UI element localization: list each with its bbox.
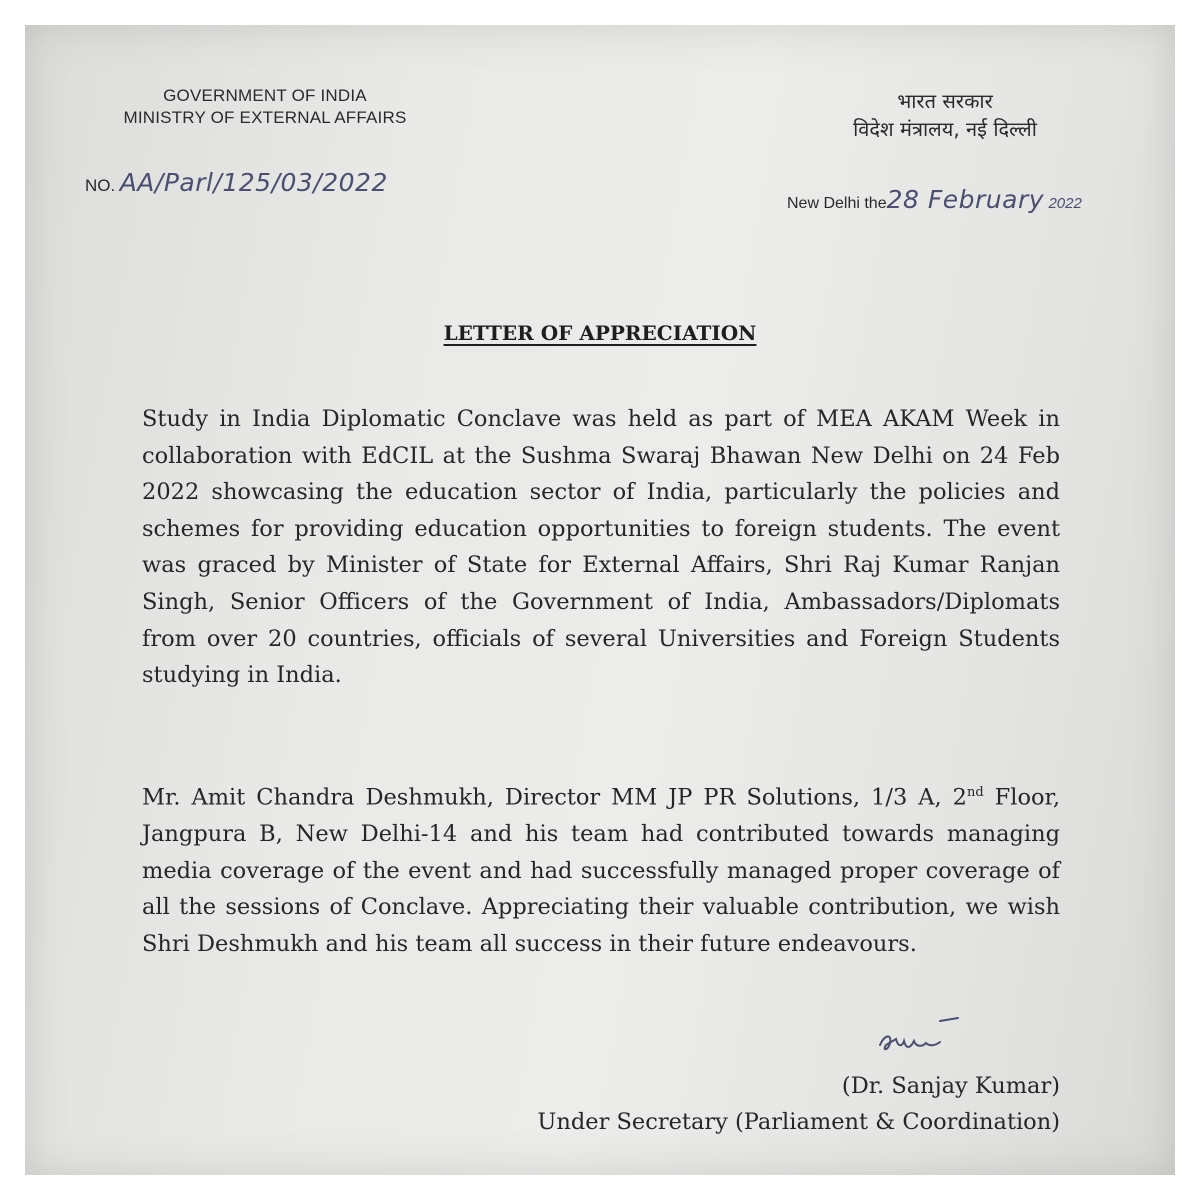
reference-handwritten: AA/Parl/125/03/2022 [119, 168, 388, 197]
body-paragraph-1: Study in India Diplomatic Conclave was held as part of MEA AKAM Week in collaboration with EdCIL at the Sushma Swaraj Bhawan New Delhi on 24 Feb 2022 showcasing the education sector of India, particularly the policies and schemes for providing education opportunities to foreign students. The event was graced by Minister of State for External Affairs, Shri Raj Kumar Ranjan Singh, Senior Officers of the Government of India, Ambassadors/Diplomats from over 20 countries, officials of several Universities and Foreign Students studying in India. [142, 406, 1060, 689]
ordinal-suffix: nd [966, 785, 984, 800]
reference-label: NO. [85, 176, 116, 195]
ministry-name-hindi: विदेश मंत्रालय, नई दिल्ली [853, 117, 1037, 141]
reference-number [85, 168, 388, 197]
ministry-name: MINISTRY OF EXTERNAL AFFAIRS [123, 108, 407, 127]
paragraph-2-part-2: Floor, Jangpura B, New Delhi-14 and his team had contributed towards managing media coverage of the event and had successfully managed proper coverage of all the sessions of Conclave. Appreciating their valuable contribution, we wish Shri Deshmukh and his team all success in their future endeavours. [142, 784, 1060, 957]
govt-name-hindi: भारत सरकार [897, 89, 993, 113]
letter-title: LETTER OF APPRECIATION [443, 321, 757, 345]
paragraph-2-part-1: Mr. Amit Chandra Deshmukh, Director MM JP PR Solutions, 1/3 A, 2 [142, 784, 967, 811]
header-hindi [795, 87, 1095, 143]
date-handwritten: 28 February [886, 185, 1045, 214]
date-year: 2022 [1048, 195, 1082, 212]
body-paragraph-2 [142, 775, 1060, 962]
signatory-block [537, 1068, 1060, 1140]
letter-photo [25, 25, 1175, 1175]
dateline-label: New Delhi the [787, 195, 887, 212]
govt-name: GOVERNMENT OF INDIA [163, 86, 367, 105]
header-english [95, 85, 435, 129]
signatory-name: (Dr. Sanjay Kumar) [841, 1073, 1060, 1099]
signatory-designation: Under Secretary (Parliament & Coordination) [537, 1109, 1060, 1135]
dateline [787, 185, 1082, 214]
signature-mark [870, 1015, 970, 1065]
